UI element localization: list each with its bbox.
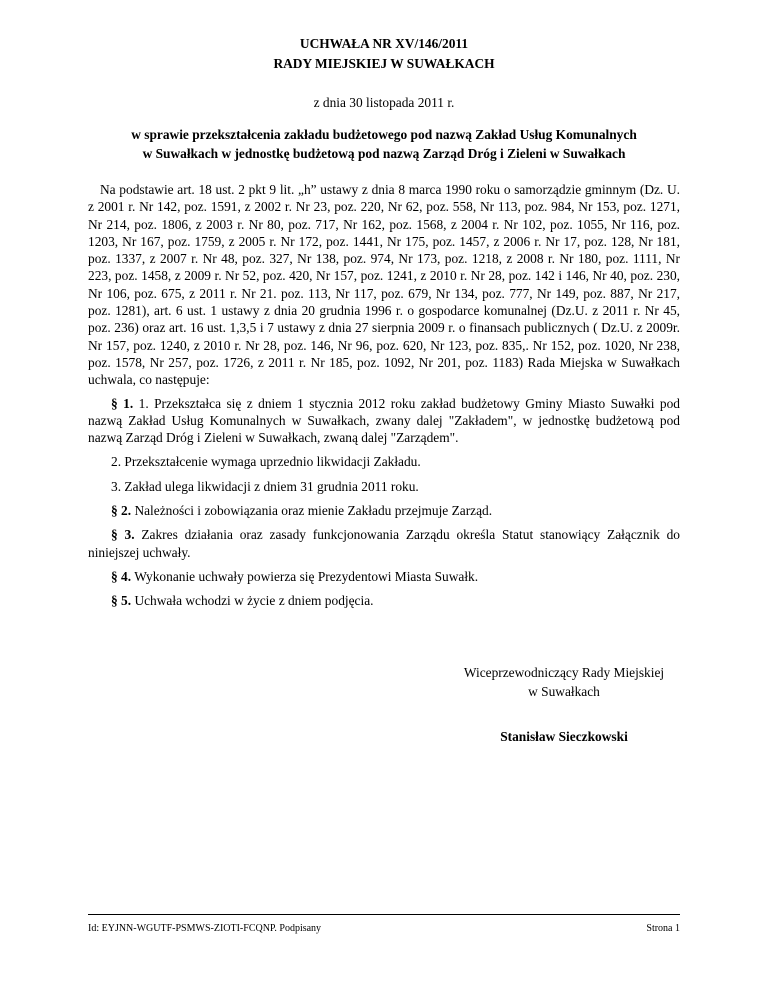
legal-basis-paragraph: Na podstawie art. 18 ust. 2 pkt 9 lit. „h” ustawy z dnia 8 marca 1990 roku o samorządzie gminnym (Dz. U. z 2001 r. Nr 142, poz. 1591, z 2002 r. Nr 23, poz. 220, Nr 62, poz. 558, Nr 113, poz. 984, Nr 153, poz. 1271, Nr 214, poz. 1806, z 2003 r. Nr 80, poz. 717, Nr 162, poz. 1568, z 2004 r. Nr 102, poz. 1055, Nr 116, poz. 1203, Nr 167, poz. 1759, z 2005 r. Nr 172, poz. 1441, Nr 175, poz. 1457, z 2006 r. Nr 17, poz. 128, Nr 181, poz. 1337, z 2007 r. Nr 48, poz. 327, Nr 138, poz. 974, Nr 173, poz. 1218, z 2008 r. Nr 180, poz. 1111, Nr 223, poz. 1458, z 2009 r. Nr 52, poz. 420, Nr 157, poz. 1241, z 2010 r. Nr 28, poz. 142 i 146, Nr 40, poz. 230, Nr 106, poz. 675, z 2011 r. Nr 21. poz. 113, Nr 117, poz. 679, Nr 134, poz. 777, Nr 149, poz. 887, Nr 217, poz. 1281), art. 6 ust. 1 ustawy z dnia 20 grudnia 1996 r. o gospodarce komunalnej (Dz.U. z 2011 r. Nr 45, poz. 236) oraz art. 16 ust. 1,3,5 i 7 ustawy z dnia 27 sierpnia 2009 r. o finansach publicznych ( Dz.U. z 2009r. Nr 157, poz. 1240, z 2010 r. Nr 28, poz. 146, Nr 96, poz. 620, Nr 123, poz. 835,. Nr 152, poz. 1020, Nr 238, poz. 1578, Nr 257, poz. 1726, z 2011 r. Nr 185, poz. 1092, Nr 201, poz. 1183) Rada Miejska w Suwałkach uchwala, co następuje:	[88, 182, 680, 388]
section-3-text: Zakres działania oraz zasady funkcjonowania Zarządu określa Statut stanowiący Załącznik do niniejszej uchwały.	[88, 527, 680, 560]
section-1-mark: § 1.	[111, 395, 134, 411]
signatory-role	[448, 664, 680, 701]
page-number: Strona 1	[646, 923, 680, 934]
section-1-point-2: 2. Przekształcenie wymaga uprzednio likwidacji Zakładu.	[111, 454, 421, 470]
resolution-body	[88, 181, 680, 617]
section-3-mark: § 3.	[111, 527, 135, 543]
resolution-title	[88, 34, 680, 74]
section-5-mark: § 5.	[111, 593, 132, 609]
signatory-name: Stanisław Sieczkowski	[500, 729, 628, 744]
signatory-role-line-2: w Suwałkach	[528, 683, 600, 699]
section-4-mark: § 4.	[111, 568, 132, 584]
section-4-paragraph	[88, 568, 680, 585]
section-3-paragraph	[88, 526, 680, 561]
section-5-paragraph	[88, 592, 680, 609]
section-5-text: Uchwała wchodzi w życie z dniem podjęcia.	[131, 593, 374, 609]
resolution-date: z dnia 30 listopada 2011 r.	[313, 95, 455, 110]
section-1-text: 1. Przekształca się z dniem 1 stycznia 2012 roku zakład budżetowy Gminy Miasto Suwałki pod nazwą Zakład Usług Komunalnych w Suwałkach, zwany dalej "Zakładem", w jednostkę budżetową pod nazwą Zarząd Dróg i Zieleni w Suwałkach, zwaną dalej "Zarządem".	[88, 395, 681, 446]
section-1-paragraph	[88, 395, 680, 447]
document-id: Id: EYJNN-WGUTF-PSMWS-ZIOTI-FCQNP. Podpisany	[88, 923, 322, 934]
section-1-point-3: 3. Zakład ulega likwidacji z dniem 31 grudnia 2011 roku.	[111, 478, 419, 494]
title-line-2: RADY MIEJSKIEJ W SUWAŁKACH	[273, 56, 495, 71]
subject-line-2: w Suwałkach w jednostkę budżetową pod nazwą Zarząd Dróg i Zieleni w Suwałkach	[142, 145, 626, 161]
title-line-1: UCHWAŁA NR XV/146/2011	[299, 36, 469, 51]
resolution-subject	[88, 126, 680, 163]
signatory-role-line-1: Wiceprzewodniczący Rady Miejskiej	[463, 665, 665, 680]
subject-line-1: w sprawie przekształcenia zakładu budżetowego pod nazwą Zakład Usług Komunalnych	[131, 127, 637, 142]
document-page	[88, 0, 680, 994]
footer-divider	[88, 914, 680, 915]
section-4-text: Wykonanie uchwały powierza się Prezydentowi Miasta Suwałk.	[131, 568, 479, 584]
section-2-paragraph	[88, 502, 680, 519]
section-2-mark: § 2.	[111, 503, 132, 519]
section-2-text: Należności i zobowiązania oraz mienie Zakładu przejmuje Zarząd.	[131, 503, 493, 519]
